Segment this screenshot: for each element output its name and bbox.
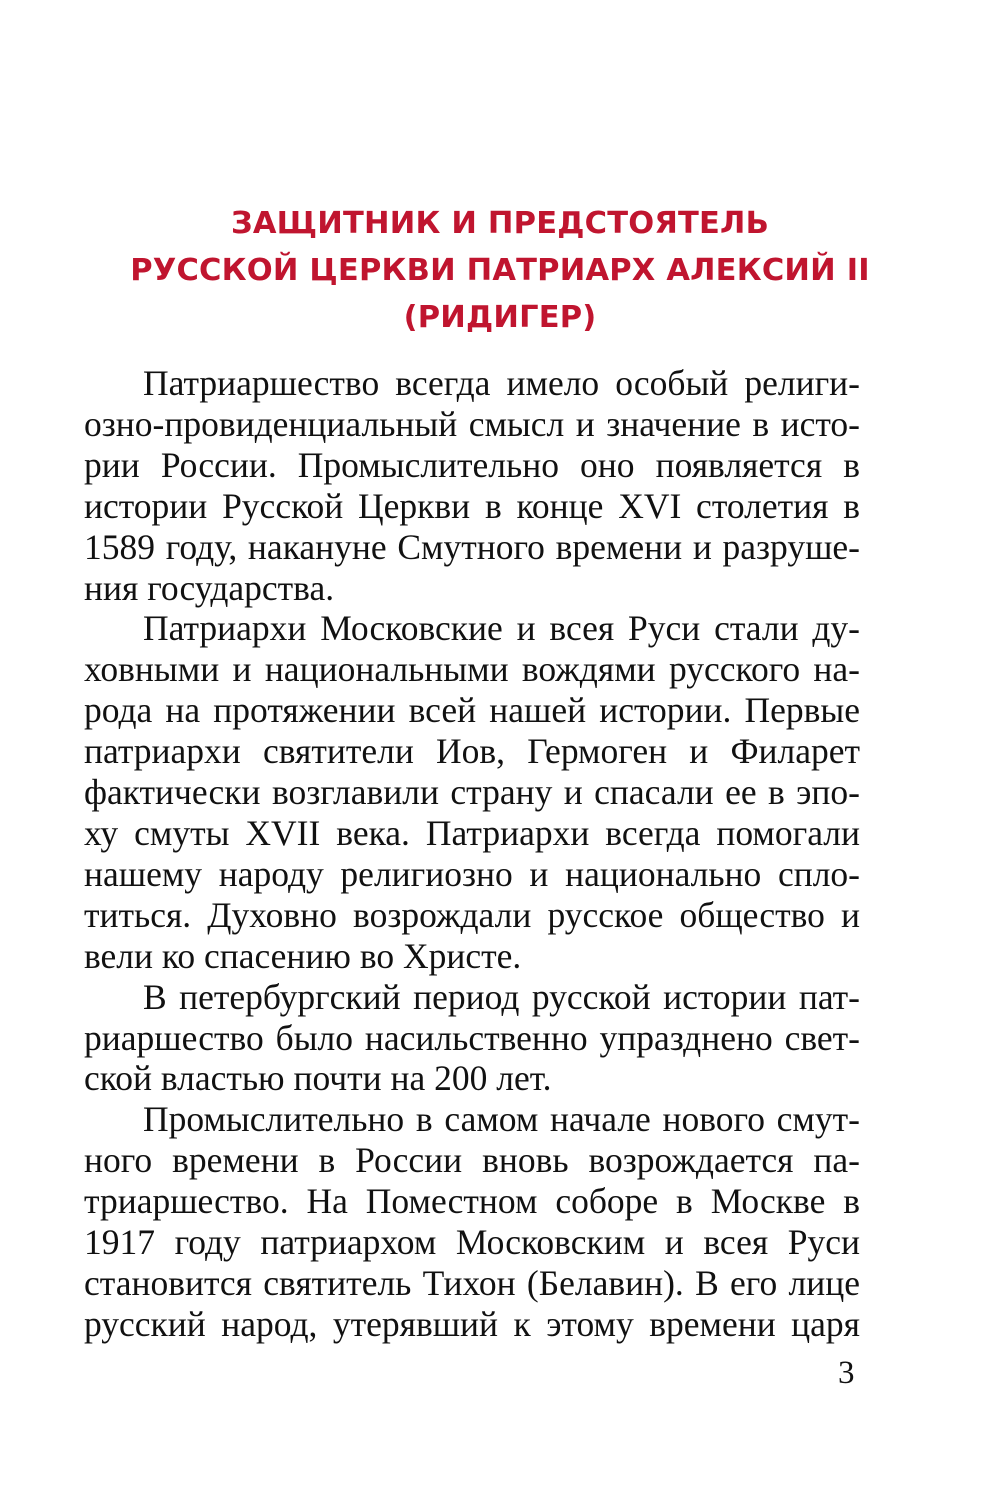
chapter-title-line: РУССКОЙ ЦЕРКВИ ПАТРИАРХ АЛЕКСИЙ II — [130, 253, 870, 288]
text-line: ховными и национальными вождями русского на- — [84, 649, 860, 690]
text-line: Патриархи Московские и всея Руси стали ду- — [143, 608, 860, 649]
chapter-title-line: ЗАЩИТНИК И ПРЕДСТОЯТЕЛЬ — [230, 206, 770, 241]
paragraph — [84, 1099, 860, 1344]
paragraph — [84, 363, 860, 608]
chapter-title-line: (РИДИГЕР) — [403, 300, 597, 335]
text-line: русский народ, утерявший к этому времени царя — [84, 1303, 860, 1344]
text-line: ния государства. — [84, 567, 335, 608]
text-line: становится святитель Тихон (Белавин). В его лице — [84, 1262, 860, 1303]
paragraph — [84, 977, 860, 1100]
text-line: риаршество было насильственно упразднено свет- — [84, 1017, 860, 1058]
text-line: нашему народу религиозно и национально спло- — [84, 853, 860, 894]
text-line: 1917 году патриархом Московским и всея Руси — [84, 1222, 860, 1263]
text-line: патриархи святители Иов, Гермоген и Филарет — [84, 731, 860, 772]
page-number: 3 — [838, 1355, 855, 1391]
text-line: титься. Духовно возрождали русское общество и — [84, 894, 860, 935]
text-line: фактически возглавили страну и спасали ее в эпо- — [84, 772, 860, 813]
text-line: ху смуты XVII века. Патриархи всегда помогали — [84, 812, 860, 853]
text-line: ской властью почти на 200 лет. — [84, 1058, 552, 1099]
paragraph — [84, 608, 860, 976]
text-line: Патриаршество всегда имело особый религи- — [143, 363, 860, 403]
body-text — [84, 363, 860, 1345]
text-line: 1589 году, накануне Смутного времени и разруше- — [84, 526, 860, 567]
text-line: рода на протяжении всей нашей истории. Первые — [84, 690, 860, 731]
text-line: Промыслительно в самом начале нового смут- — [143, 1099, 860, 1140]
text-line: триаршество. На Поместном соборе в Москве в — [84, 1181, 860, 1222]
chapter-title — [60, 200, 940, 341]
text-line: В петербургский период русской истории пат- — [143, 976, 860, 1017]
text-line: вели ко спасению во Христе. — [84, 935, 522, 976]
text-line: ного времени в России вновь возрождается па- — [84, 1140, 860, 1181]
text-line: рии России. Промыслительно оно появляется в — [84, 444, 860, 485]
text-line: истории Русской Церкви в конце XVI столетия в — [84, 485, 860, 526]
text-line: озно-провиденциальный смысл и значение в исто- — [84, 403, 860, 444]
